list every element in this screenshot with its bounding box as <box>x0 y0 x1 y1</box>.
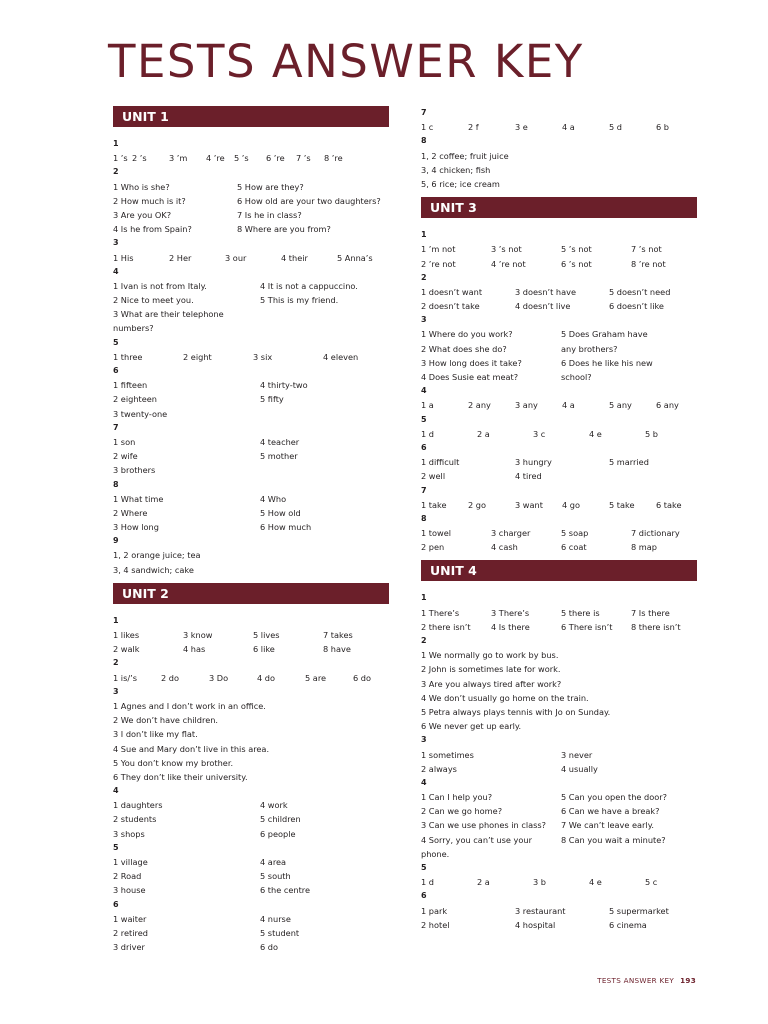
answer-item: 3 never <box>561 749 593 760</box>
answer-item: 2 Where <box>113 507 148 518</box>
answer-row <box>421 370 697 384</box>
answer-row <box>421 875 697 889</box>
answer-item: 3 There’s <box>491 607 530 618</box>
answer-item: 1 is/’s <box>113 672 137 683</box>
answer-row <box>421 818 697 832</box>
answer-item: 2 students <box>113 814 157 825</box>
answer-item: 3 charger <box>491 528 531 539</box>
exercise-number: 2 <box>421 636 427 645</box>
answer-item: 6 do <box>353 672 372 683</box>
answer-item: 4 nurse <box>260 913 291 924</box>
answer-item: 5 This is my friend. <box>260 295 339 306</box>
answer-item: 2 hotel <box>421 919 450 930</box>
answer-item: 2 Can we go home? <box>421 806 503 817</box>
answer-item: 5 married <box>609 457 649 468</box>
answer-row <box>421 790 697 804</box>
answer-item: 3 twenty-one <box>113 408 168 419</box>
answer-row <box>421 120 697 134</box>
answer-row <box>113 180 389 194</box>
answer-row <box>113 628 389 642</box>
answer-row <box>113 463 389 477</box>
answer-item: 1 sometimes <box>421 749 474 760</box>
answer-line: 2 John is sometimes late for work. <box>421 664 561 675</box>
answer-item: 1 village <box>113 857 148 867</box>
answer-item: 7 ’s not <box>631 244 662 255</box>
answer-item: 5 doesn’t need <box>609 286 671 297</box>
answer-item: 3 brothers <box>113 465 156 476</box>
answer-item: 3 want <box>515 499 543 510</box>
answer-row <box>113 798 389 812</box>
answer-item: 4 e <box>589 877 602 888</box>
answer-row <box>113 251 389 265</box>
exercise-number: 5 <box>113 337 119 347</box>
exercise-number: 7 <box>113 422 119 432</box>
exercise-number: 1 <box>113 139 119 148</box>
answer-line: 1 Agnes and I don’t work in an office. <box>113 700 266 711</box>
answer-item: 5 south <box>260 871 291 882</box>
answer-item: 2 Her <box>169 252 192 263</box>
answer-row <box>421 847 697 861</box>
answer-item: 2 wife <box>113 451 138 462</box>
answer-item: 2 ’s <box>132 153 147 164</box>
answer-item: 3 our <box>225 252 247 263</box>
answer-item: 8 there isn’t <box>631 621 681 632</box>
answer-item: 5 ’s <box>234 153 249 164</box>
exercise-number: 1 <box>113 615 119 625</box>
answer-item: 3 How long <box>113 522 159 533</box>
answer-item: 6 How much <box>260 522 312 533</box>
answer-item: 8 have <box>323 644 351 655</box>
answer-item: 1 park <box>421 905 448 916</box>
answer-row <box>421 606 697 620</box>
exercise-number: 3 <box>113 238 119 248</box>
answer-item: 5 there is <box>561 607 600 618</box>
answer-line: 5 You don’t know my brother. <box>113 757 234 768</box>
answer-line: 1 We normally go to work by bus. <box>421 650 559 661</box>
answer-item: 1 There’s <box>421 607 460 618</box>
answer-row <box>421 299 697 313</box>
answer-item: 2 always <box>421 763 457 774</box>
answer-row <box>113 869 389 883</box>
answer-item: 7 We can’t leave early. <box>561 820 654 831</box>
answer-row <box>421 498 697 512</box>
answer-row <box>421 356 697 370</box>
answer-line: 2 We don’t have children. <box>113 715 219 726</box>
answer-row <box>113 293 389 307</box>
answer-item: 3 shops <box>113 828 145 839</box>
answer-item: 8 Can you wait a minute? <box>561 834 666 845</box>
answer-item: 2 there isn’t <box>421 621 471 632</box>
exercise-number: 5 <box>113 842 119 852</box>
answer-row <box>421 285 697 299</box>
answer-item <box>561 847 697 861</box>
answer-item: 6 the centre <box>260 885 311 896</box>
answer-row <box>421 540 697 554</box>
answer-item: 1 Can I help you? <box>421 792 493 803</box>
answer-item: 5 take <box>609 499 635 510</box>
answer-row <box>113 151 389 165</box>
answer-item: 5 fifty <box>260 394 284 405</box>
answer-item: 3 Are you OK? <box>113 209 172 220</box>
answer-row <box>421 918 697 932</box>
answer-item: 7 dictionary <box>631 528 680 539</box>
answer-item: 7 ’s <box>296 153 311 164</box>
answer-item: 2 eighteen <box>113 394 157 405</box>
answer-item: 6 take <box>656 499 682 510</box>
answer-item: 3 driver <box>113 942 145 953</box>
answer-row <box>113 940 389 954</box>
answer-item: 5 c <box>645 877 658 888</box>
answer-item: 4 do <box>257 672 276 683</box>
answer-item: 5 soap <box>561 528 589 539</box>
answer-item: 6 There isn’t <box>561 621 613 632</box>
answer-item: 1 fifteen <box>113 380 148 391</box>
answer-item: 5 Can you open the door? <box>561 792 667 803</box>
exercise-number: 2 <box>421 272 427 282</box>
footer-label: TESTS ANSWER KEY <box>597 976 675 985</box>
exercise-number: 8 <box>421 136 427 146</box>
answer-item <box>260 321 389 335</box>
answer-row <box>113 279 389 293</box>
answer-item: 1 three <box>113 351 143 362</box>
answer-row <box>421 257 697 271</box>
answer-item: 2 retired <box>113 927 148 938</box>
answer-row <box>113 222 389 236</box>
answer-row <box>421 620 697 634</box>
exercise-number: 4 <box>421 777 427 787</box>
answer-row <box>113 321 389 335</box>
answer-row <box>421 469 697 483</box>
answer-item: 5 b <box>645 428 659 439</box>
answer-row <box>421 398 697 412</box>
answer-item: 1 take <box>421 499 447 510</box>
answer-item: 1 towel <box>421 528 452 539</box>
answer-item: 8 map <box>631 542 658 553</box>
answer-line: 1, 2 orange juice; tea <box>113 550 201 561</box>
answer-row <box>421 327 697 341</box>
answer-row <box>113 827 389 841</box>
answer-item: 4 area <box>260 857 287 867</box>
answer-item: 8 ’re <box>324 153 343 164</box>
answer-item: 4 work <box>260 800 288 811</box>
answer-item: 4 ’re <box>206 153 225 164</box>
answer-item: school? <box>561 372 592 382</box>
answer-line: 3 Are you always tired after work? <box>421 678 562 689</box>
answer-item: 2 What does she do? <box>421 343 507 354</box>
unit-heading: UNIT 3 <box>421 197 697 218</box>
exercise-number: 3 <box>421 315 427 325</box>
answer-row <box>113 926 389 940</box>
exercise-number: 6 <box>113 366 119 375</box>
answer-column-left <box>113 106 389 954</box>
answer-item: 6 cinema <box>609 919 647 930</box>
answer-item: 2 a <box>477 428 490 439</box>
exercise-number: 7 <box>421 108 427 117</box>
answer-item: 4 thirty-two <box>260 380 308 391</box>
answer-item: 5 How are they? <box>237 181 304 192</box>
answer-row <box>421 526 697 540</box>
answer-item: 4 go <box>562 499 581 510</box>
answer-item: 5 student <box>260 927 300 938</box>
answer-item: 1 daughters <box>113 800 163 811</box>
answer-item: 8 Where are you from? <box>237 224 331 235</box>
answer-item: 2 go <box>468 499 487 510</box>
answer-item: any brothers? <box>561 343 618 354</box>
answer-item: 6 How old are your two daughters? <box>237 195 381 206</box>
answer-item: 1 His <box>113 252 134 263</box>
answer-item: 3 Do <box>209 672 229 683</box>
answer-row <box>113 307 389 321</box>
answer-item <box>260 407 389 421</box>
answer-item: 3 restaurant <box>515 905 566 916</box>
answer-row <box>421 762 697 776</box>
answer-item: 1 difficult <box>421 457 460 468</box>
answer-row <box>421 833 697 847</box>
answer-item: 6 coat <box>561 542 587 553</box>
exercise-number: 2 <box>113 167 119 177</box>
page-title: TESTS ANSWER KEY <box>108 35 584 88</box>
answer-item: 3 b <box>533 877 547 888</box>
answer-item: 2 f <box>468 122 479 133</box>
answer-line: 3 I don’t like my flat. <box>113 729 198 740</box>
exercise-number: 5 <box>421 414 427 424</box>
answer-item: 4 e <box>589 428 602 439</box>
answer-item: 1 Who is she? <box>113 181 170 192</box>
answer-row <box>113 520 389 534</box>
answer-item: 6 Does he like his new <box>561 357 653 368</box>
answer-row <box>113 883 389 897</box>
answer-row <box>421 904 697 918</box>
exercise-number: 9 <box>113 536 119 546</box>
unit-heading: UNIT 4 <box>421 560 697 581</box>
answer-item: 2 do <box>161 672 180 683</box>
answer-item: 3 c <box>533 428 546 439</box>
answer-item: 5 d <box>609 122 623 133</box>
page-footer <box>597 976 696 985</box>
answer-row <box>113 407 389 421</box>
answer-line: 4 We don’t usually go home on the train. <box>421 692 589 703</box>
exercise-number: 3 <box>421 735 427 745</box>
answer-row <box>421 804 697 818</box>
answer-column-right <box>421 106 697 932</box>
answer-item: 5 mother <box>260 451 298 462</box>
answer-item: 6 Can we have a break? <box>561 806 660 817</box>
answer-item: 6 people <box>260 828 296 839</box>
answer-item: 4 usually <box>561 763 598 774</box>
answer-row <box>113 506 389 520</box>
answer-item: 2 pen <box>421 542 445 553</box>
answer-item: 2 a <box>477 877 490 888</box>
exercise-number: 4 <box>113 786 119 796</box>
answer-item: 4 a <box>562 400 575 411</box>
answer-row <box>113 812 389 826</box>
answer-row <box>421 342 697 356</box>
answer-line: 5 Petra always plays tennis with Jo on Sunday. <box>421 706 611 717</box>
exercise-number: 5 <box>421 863 427 872</box>
answer-item: 4 doesn’t live <box>515 301 571 312</box>
answer-item: 4 Who <box>260 493 287 504</box>
answer-item: 5 are <box>305 672 327 683</box>
answer-item: 1 c <box>421 122 434 133</box>
answer-item: 1 ’s <box>113 153 128 164</box>
answer-row <box>113 492 389 506</box>
answer-item: 7 Is he in class? <box>237 209 302 220</box>
answer-row <box>421 748 697 762</box>
answer-item: 5 Anna’s <box>337 252 373 263</box>
answer-item <box>609 469 697 483</box>
answer-item: 2 walk <box>113 644 140 655</box>
answer-item: 3 e <box>515 122 528 133</box>
answer-item: 3 know <box>183 630 213 640</box>
answer-row <box>113 912 389 926</box>
answer-item: 6 ’s not <box>561 258 592 269</box>
answer-item: 4 Is there <box>491 621 530 632</box>
exercise-number: 1 <box>421 593 427 603</box>
answer-item: 2 well <box>421 471 446 482</box>
answer-row <box>113 194 389 208</box>
answer-item: 4 It is not a cappuccino. <box>260 280 358 291</box>
answer-item: 3 any <box>515 400 538 411</box>
answer-item: 1 What time <box>113 493 164 504</box>
answer-item: 1 doesn’t want <box>421 286 483 297</box>
answer-item: 4 hospital <box>515 919 556 930</box>
answer-item: 7 Is there <box>631 607 670 618</box>
answer-item: 5 supermarket <box>609 905 669 916</box>
answer-item: 3 How long does it take? <box>421 357 522 368</box>
answer-item: 4 their <box>281 252 308 263</box>
answer-item: 3 ’s not <box>491 244 522 255</box>
answer-row <box>113 642 389 656</box>
answer-item: 4 Is he from Spain? <box>113 224 192 235</box>
answer-line: 6 We never get up early. <box>421 721 522 732</box>
answer-item: 2 doesn’t take <box>421 301 480 312</box>
answer-item: 4 Does Susie eat meat? <box>421 372 519 382</box>
answer-item: 8 ’re not <box>631 258 666 269</box>
answer-item: 3 Can we use phones in class? <box>421 820 546 831</box>
answer-item <box>260 307 389 321</box>
answer-item: 5 How old <box>260 507 301 518</box>
answer-item: 4 ’re not <box>491 258 526 269</box>
answer-item: 1 Ivan is not from Italy. <box>113 280 207 291</box>
answer-row <box>113 449 389 463</box>
exercise-number: 3 <box>113 686 119 696</box>
answer-row <box>113 435 389 449</box>
answer-line: 4 Sue and Mary don’t live in this area. <box>113 743 270 754</box>
answer-item: 3 six <box>253 351 273 362</box>
unit-heading: UNIT 1 <box>113 106 389 127</box>
answer-item: 3 hungry <box>515 457 552 468</box>
answer-row <box>113 671 389 685</box>
exercise-number: 8 <box>421 513 427 523</box>
answer-item: 1 ’m not <box>421 244 456 255</box>
answer-row <box>421 427 697 441</box>
answer-item: 5 lives <box>253 630 280 640</box>
answer-item: 4 cash <box>491 542 518 553</box>
answer-item: 4 eleven <box>323 351 359 362</box>
answer-item <box>260 463 389 477</box>
answer-item: 4 has <box>183 644 206 655</box>
unit-heading: UNIT 2 <box>113 583 389 604</box>
answer-item: 4 a <box>562 122 575 133</box>
answer-item: numbers? <box>113 323 154 334</box>
answer-item: 1 d <box>421 428 435 439</box>
exercise-number: 2 <box>113 658 119 668</box>
answer-item: 6 ’re <box>266 153 285 164</box>
exercise-number: 7 <box>421 485 427 495</box>
answer-item: 7 takes <box>323 630 353 640</box>
exercise-number: 4 <box>113 266 119 276</box>
answer-row <box>421 455 697 469</box>
answer-item: 5 Does Graham have <box>561 329 648 340</box>
answer-item: 1 d <box>421 877 435 888</box>
answer-item: 6 any <box>656 400 679 411</box>
answer-item: 3 house <box>113 885 146 896</box>
answer-row <box>113 350 389 364</box>
exercise-number: 6 <box>113 899 119 909</box>
answer-item: 1 likes <box>113 630 140 640</box>
answer-item: 1 waiter <box>113 913 147 924</box>
answer-line: 1, 2 coffee; fruit juice <box>421 150 509 161</box>
answer-item: 4 teacher <box>260 436 300 447</box>
answer-item: 3 doesn’t have <box>515 286 577 297</box>
page-number: 193 <box>680 976 696 985</box>
answer-line: 3, 4 sandwich; cake <box>113 564 194 575</box>
answer-item: 5 any <box>609 400 632 411</box>
answer-line: 6 They don’t like their university. <box>113 771 248 782</box>
answer-item: 2 eight <box>183 351 212 362</box>
answer-item: 2 Road <box>113 871 142 882</box>
answer-item: 3 ’m <box>169 153 188 164</box>
exercise-number: 6 <box>421 442 427 452</box>
answer-row <box>421 242 697 256</box>
answer-item: 1 Where do you work? <box>421 329 513 340</box>
answer-item: 5 children <box>260 814 301 825</box>
answer-line: 3, 4 chicken; fish <box>421 164 491 175</box>
answer-item: 1 a <box>421 400 434 411</box>
answer-item: 6 doesn’t like <box>609 301 664 312</box>
answer-row <box>113 378 389 392</box>
answer-row <box>113 855 389 869</box>
answer-item: 6 like <box>253 644 275 655</box>
answer-item: 4 Sorry, you can’t use your <box>421 834 532 845</box>
answer-item: phone. <box>421 848 450 859</box>
answer-item: 6 do <box>260 942 279 953</box>
answer-item: 2 any <box>468 400 491 411</box>
answer-item: 2 Nice to meet you. <box>113 295 194 306</box>
answer-item: 4 tired <box>515 471 542 482</box>
answer-item: 5 ’s not <box>561 244 592 255</box>
exercise-number: 1 <box>421 230 427 240</box>
answer-item: 6 b <box>656 122 670 133</box>
exercise-number: 8 <box>113 479 119 489</box>
answer-line: 5, 6 rice; ice cream <box>421 178 500 189</box>
answer-item: 3 What are their telephone <box>113 309 224 320</box>
answer-item: 2 ’re not <box>421 258 456 269</box>
answer-item: 1 son <box>113 436 136 447</box>
answer-row <box>113 208 389 222</box>
exercise-number: 6 <box>421 891 427 901</box>
answer-item: 2 How much is it? <box>113 195 186 206</box>
answer-row <box>113 392 389 406</box>
exercise-number: 4 <box>421 386 427 396</box>
